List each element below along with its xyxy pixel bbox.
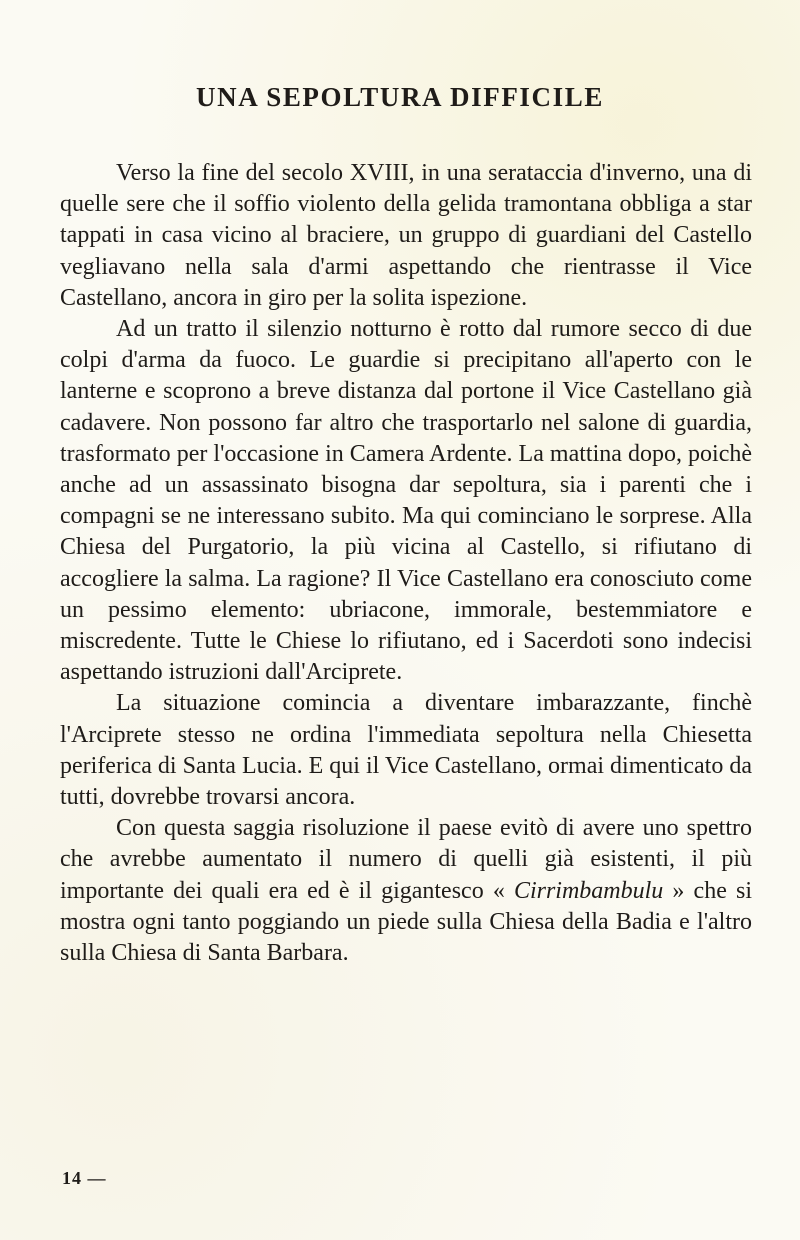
cirrimbambulu-name: Cirrimbambulu [513,877,664,904]
paragraph-1: Verso la fine del secolo XVIII, in una serataccia d'inverno, una di quelle sere che il soffio violento della gelida tramontana obbliga a star tappati in casa vicino al braciere, un gruppo di guardiani del Castello vegliavano nella sala d'armi aspettando che rientrasse il Vice Castellano, ancora in giro per la solita ispezione. [60,160,752,311]
paragraph-4-end: » che si mostra ogni tanto poggiando un piede sulla Chiesa della Badia e l'altro sulla Chiesa di Santa Barbara. [60,877,752,967]
page-number: 14 — [62,1168,107,1188]
paragraph-2: Ad un tratto il silenzio notturno è rotto dal rumore secco di due colpi d'arma da fuoco. Le guardie si precipitano all'aperto con le lanterne e scoprono a breve distanza dal portone il Vice Castellano già cadavere. Non possono far altro che trasportarlo nel salone di guardia, trasformato per l'occasione in Camera Ardente. La mattina dopo, poichè anche ad un assassinato bisogna dar sepoltura, sia i parenti che i compagni se ne interessano subito. Ma qui cominciano le sorprese. Alla Chiesa del Purgatorio, la più vicina al Castello, si rifiutano di accogliere la salma. La ragione? Il Vice Castellano era conosciuto come un pessimo elemento: ubriacone, immorale, bestemmiatore e miscredente. Tutte le Chiese lo rifiutano, ed i Sacerdoti sono indecisi aspettando istruzioni dall'Arciprete. [60,316,752,686]
chapter-title: UNA SEPOLTURA DIFFICILE [196,82,604,112]
paragraph-4 [60,813,752,969]
paragraph-4-start: Con questa saggia risoluzione il paese evitò di avere uno spettro che avrebbe aumentato il numero di quelli già esistenti, il più importante dei quali era ed è il gigantesco « [60,815,752,904]
body-text [60,158,752,969]
paragraph-3: La situazione comincia a diventare imbarazzante, finchè l'Arciprete stesso ne ordina l'immediata sepoltura nella Chiesetta periferica di Santa Lucia. E qui il Vice Castellano, ormai dimenticato da tutti, dovrebbe trovarsi ancora. [60,690,752,811]
